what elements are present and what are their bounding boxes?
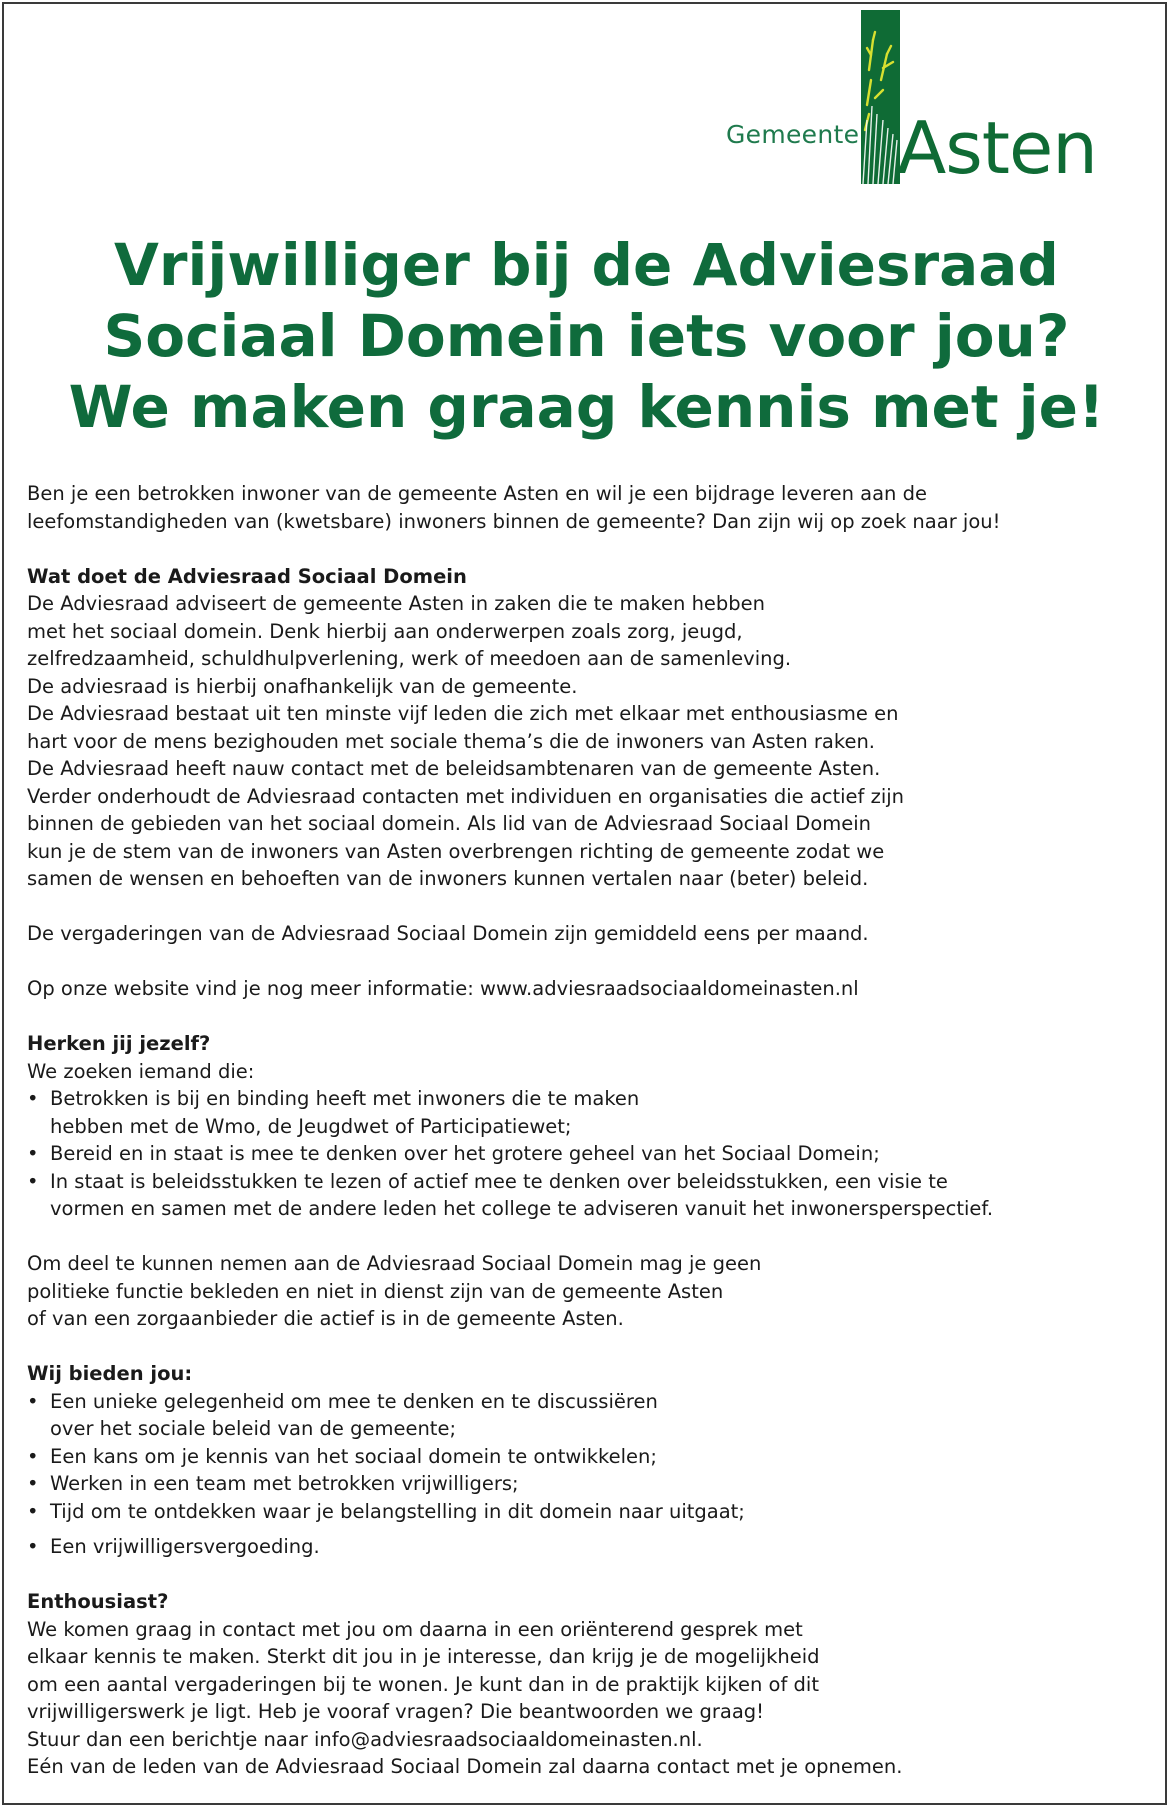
- offer-list: [27, 1388, 1157, 1561]
- list-item: [27, 1498, 1157, 1526]
- list-item: [27, 1388, 1157, 1443]
- text-line: Om deel te kunnen nemen aan de Adviesraad Sociaal Domein mag je geen: [27, 1252, 762, 1275]
- text-line: Stuur dan een berichtje naar info@adviesraadsociaaldomeinasten.nl.: [27, 1727, 703, 1751]
- document-body: [27, 480, 1157, 1781]
- text-line: zelfredzaamheid, schuldhulpverlening, werk of meedoen aan de samenleving.: [27, 647, 792, 670]
- list-item-line: Een kans om je kennis van het sociaal domein te ontwikkelen;: [50, 1444, 657, 1468]
- list-item-line: Een vrijwilligersvergoeding.: [50, 1535, 320, 1558]
- section-heading-enthusiast: Enthousiast?: [27, 1590, 169, 1613]
- headline-line-3: We maken graag kennis met je!: [68, 373, 1105, 441]
- list-item: [27, 1533, 1157, 1561]
- list-item-line: Tijd om te ontdekken waar je belangstelling in dit domein naar uitgaat;: [50, 1499, 745, 1523]
- enthusiast-paragraph: [27, 1616, 1157, 1781]
- document-page: [2, 2, 1167, 1805]
- text-line: vrijwilligerswerk je ligt. Heb je vooraf vragen? Die beantwoorden we graag!: [27, 1700, 764, 1723]
- headline: [4, 230, 1169, 443]
- headline-line-1: Vrijwilliger bij de Adviesraad: [114, 231, 1059, 299]
- headline-line-2: Sociaal Domein iets voor jou?: [103, 302, 1070, 370]
- text-line: elkaar kennis te maken. Sterkt dit jou in je interesse, dan krijg je de mogelijkheid: [27, 1645, 820, 1668]
- list-item: [27, 1085, 1157, 1140]
- list-item-line: Werken in een team met betrokken vrijwilligers;: [50, 1472, 519, 1495]
- intro-paragraph: [27, 480, 1157, 535]
- website-link[interactable]: www.adviesraadsociaaldomeinasten.nl: [480, 977, 859, 1000]
- recognize-intro: We zoeken iemand die:: [27, 1059, 255, 1083]
- recognize-list: [27, 1085, 1157, 1223]
- logo-prefix: Gemeente: [726, 120, 860, 149]
- list-item-line: Betrokken is bij en binding heeft met inwoners die te maken: [50, 1087, 640, 1110]
- text-line: We komen graag in contact met jou om daarna in een oriënterend gesprek met: [27, 1617, 803, 1641]
- logo-name: Asten: [897, 106, 1097, 190]
- list-item: [27, 1470, 1157, 1498]
- list-item: [27, 1140, 1157, 1168]
- text-line: Verder onderhoudt de Adviesraad contacten met individuen en organisaties die actief zijn: [27, 784, 905, 808]
- section-heading-recognize: Herken jij jezelf?: [27, 1032, 211, 1055]
- text-line: De Adviesraad adviseert de gemeente Asten in zaken die te maken hebben: [27, 592, 766, 615]
- meetings-text: De vergaderingen van de Adviesraad Sociaal Domein zijn gemiddeld eens per maand.: [27, 922, 869, 945]
- list-item-line: Bereid en in staat is mee te denken over het grotere geheel van het Sociaal Domein;: [50, 1142, 880, 1165]
- text-line: om een aantal vergaderingen bij te wonen. Je kunt dan in de praktijk kijken of dit: [27, 1672, 819, 1696]
- what-paragraph: [27, 590, 1157, 893]
- list-item-line: In staat is beleidsstukken te lezen of actief mee te denken over beleidsstukken, een visie te: [50, 1169, 948, 1193]
- text-line: Eén van de leden van de Adviesraad Sociaal Domein zal daarna contact met je opnemen.: [27, 1755, 903, 1778]
- list-item-line: over het sociale beleid van de gemeente;: [50, 1417, 457, 1440]
- text-line: Ben je een betrokken inwoner van de gemeente Asten en wil je een bijdrage leveren aan de: [27, 482, 927, 505]
- text-line: kun je de stem van de inwoners van Asten overbrengen richting de gemeente zodat we: [27, 839, 885, 863]
- text-line: De Adviesraad bestaat uit ten minste vijf leden die zich met elkaar met enthousiasme en: [27, 702, 899, 725]
- wheat-icon: [861, 10, 900, 184]
- text-line: binnen de gebieden van het sociaal domein. Als lid van de Adviesraad Sociaal Domein: [27, 812, 872, 835]
- list-item-line: vormen en samen met de andere leden het college te adviseren vanuit het inwonersperspectief.: [50, 1197, 994, 1220]
- text-line: De adviesraad is hierbij onafhankelijk van de gemeente.: [27, 674, 578, 698]
- list-item-line: hebben met de Wmo, de Jeugdwet of Participatiewet;: [50, 1114, 572, 1138]
- list-item: [27, 1168, 1157, 1223]
- text-line: leefomstandigheden van (kwetsbare) inwoners binnen de gemeente? Dan zijn wij op zoek naar jou!: [27, 509, 1001, 533]
- section-heading-offer: Wij bieden jou:: [27, 1362, 193, 1385]
- website-line: [27, 975, 1157, 1003]
- text-line: politieke functie bekleden en niet in dienst zijn van de gemeente Asten: [27, 1279, 724, 1303]
- conditions-paragraph: [27, 1250, 1157, 1333]
- website-prefix: Op onze website vind je nog meer informatie:: [27, 977, 480, 1000]
- text-line: of van een zorgaanbieder die actief is in de gemeente Asten.: [27, 1307, 624, 1330]
- gemeente-asten-logo: [726, 10, 1106, 195]
- section-heading-what: Wat doet de Adviesraad Sociaal Domein: [27, 564, 467, 588]
- list-item: [27, 1443, 1157, 1471]
- text-line: met het sociaal domein. Denk hierbij aan onderwerpen zoals zorg, jeugd,: [27, 619, 743, 643]
- text-line: De Adviesraad heeft nauw contact met de beleidsambtenaren van de gemeente Asten.: [27, 757, 881, 780]
- text-line: samen de wensen en behoeften van de inwoners kunnen vertalen naar (beter) beleid.: [27, 867, 869, 890]
- list-item-line: Een unieke gelegenheid om mee te denken en te discussiëren: [50, 1389, 658, 1413]
- text-line: hart voor de mens bezighouden met sociale thema’s die de inwoners van Asten raken.: [27, 729, 876, 753]
